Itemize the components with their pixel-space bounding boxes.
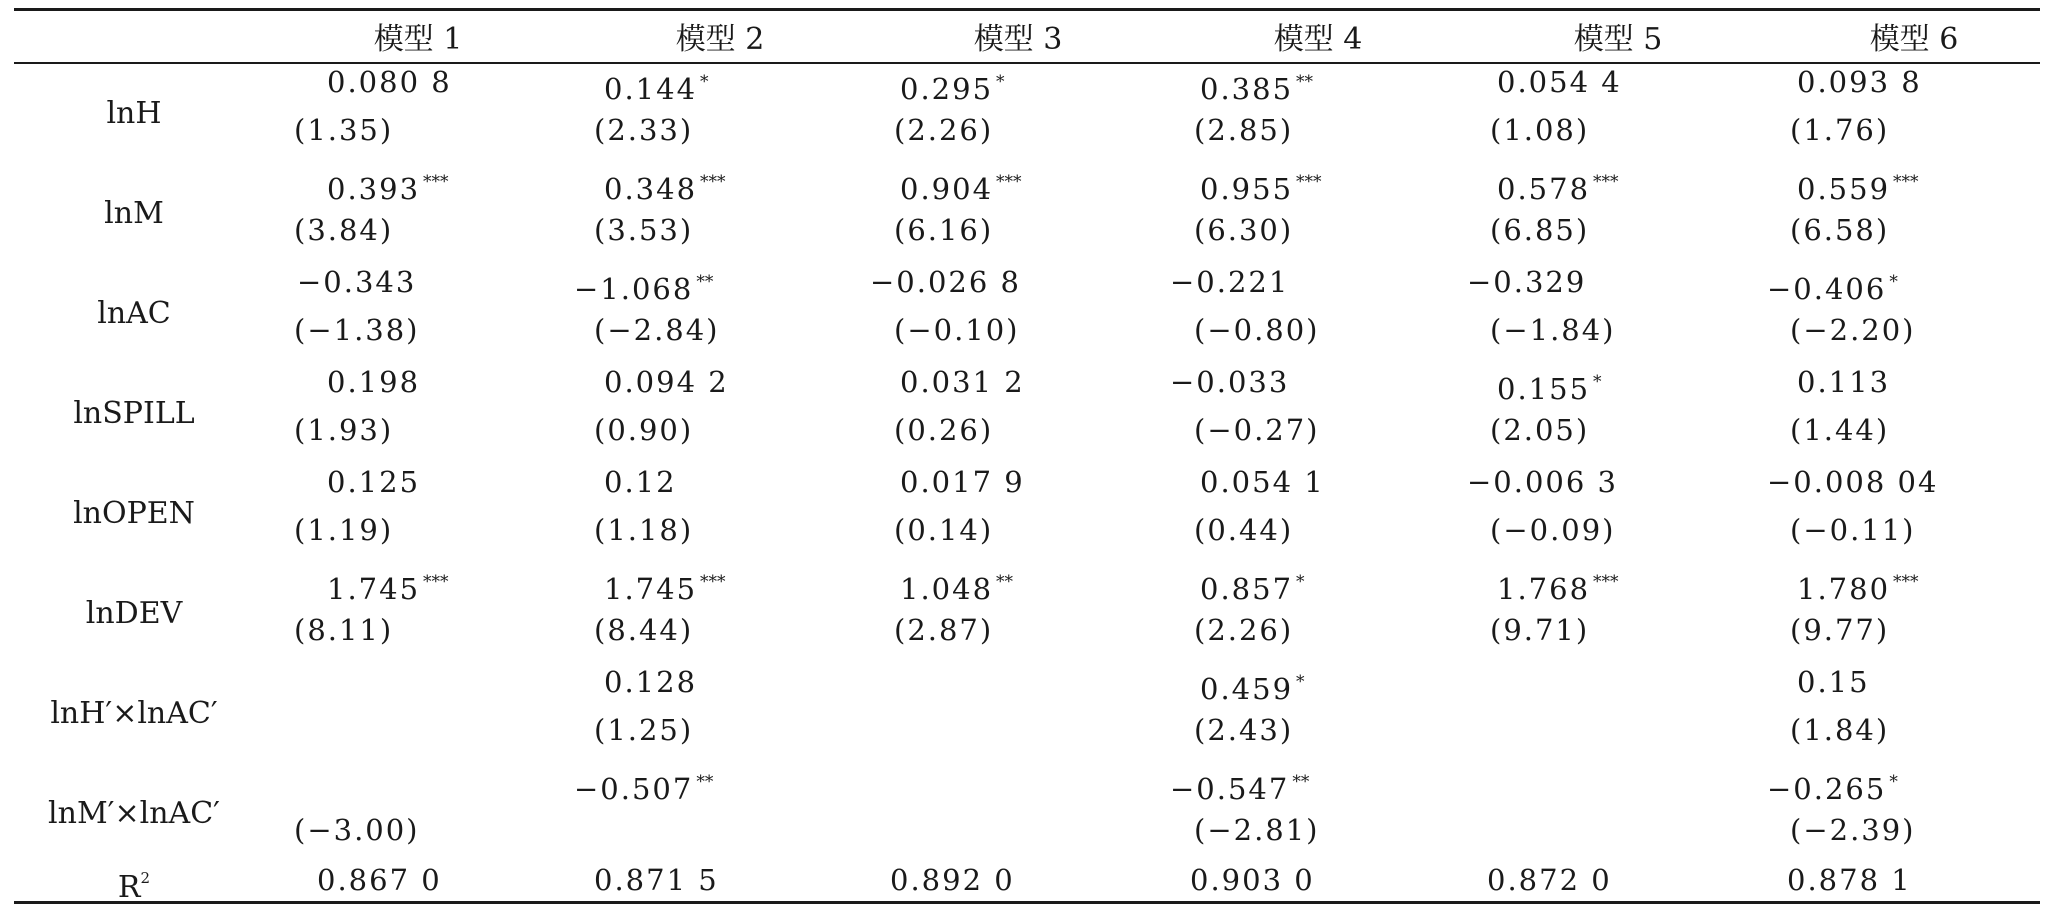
t-statistic-cell: (−0.09) — [1490, 513, 1616, 547]
t-statistic-cell: (8.44) — [594, 613, 694, 647]
coefficient-cell — [1170, 264, 1289, 300]
coefficient-cell — [870, 264, 1021, 300]
coefficient-cell — [327, 364, 420, 400]
coefficient-cell — [1497, 564, 1619, 607]
table-bottom-rule — [14, 901, 2040, 904]
coefficient-value: 0.125 — [327, 465, 421, 499]
t-statistic-cell: (0.90) — [594, 413, 694, 447]
t-statistic-cell: (2.87) — [894, 613, 994, 647]
regression-table — [14, 8, 2040, 904]
t-statistic-cell: (1.84) — [1790, 713, 1890, 747]
t-statistic-cell: (2.26) — [1194, 613, 1294, 647]
coefficient-value: 0.155 — [1497, 372, 1591, 406]
coefficient-cell — [1467, 464, 1618, 500]
r-squared-superscript: 2 — [140, 869, 151, 887]
coefficient-cell — [1797, 64, 1922, 100]
coefficient-cell — [604, 64, 709, 107]
t-statistic-cell: (0.26) — [894, 413, 994, 447]
row-label: lnM′×lnAC′ — [48, 796, 220, 831]
coefficient-value: 0.128 — [604, 665, 698, 699]
coefficient-value: 0.459 — [1200, 672, 1294, 706]
significance-stars: ** — [1292, 772, 1310, 792]
coefficient-value: −0.033 — [1170, 365, 1290, 399]
coefficient-cell — [1200, 664, 1305, 707]
t-statistic-cell: (−2.81) — [1194, 813, 1320, 847]
row-label: lnDEV — [85, 596, 183, 631]
t-statistic-cell: (−0.27) — [1194, 413, 1320, 447]
column-header-model-2: 模型 2 — [675, 22, 765, 57]
t-statistic-cell: (−0.11) — [1790, 513, 1916, 547]
t-statistic-cell: (−1.38) — [294, 313, 420, 347]
coefficient-value: 0.054 4 — [1497, 65, 1622, 99]
coefficient-value: 0.144 — [604, 72, 698, 106]
r-squared-value: 0.903 0 — [1190, 863, 1315, 897]
t-statistic-cell: (1.08) — [1490, 113, 1590, 147]
coefficient-cell — [1497, 64, 1622, 100]
row-label: lnM — [104, 196, 164, 231]
significance-stars: *** — [1593, 572, 1619, 592]
coefficient-cell — [327, 464, 420, 500]
t-statistic-cell: (1.76) — [1790, 113, 1890, 147]
significance-stars: * — [1296, 572, 1305, 592]
coefficient-cell — [1200, 164, 1322, 207]
coefficient-cell — [604, 664, 697, 700]
t-statistic-cell: (6.16) — [894, 213, 994, 247]
coefficient-value: 0.559 — [1797, 172, 1891, 206]
coefficient-value: 0.904 — [900, 172, 994, 206]
coefficient-cell — [604, 464, 677, 500]
coefficient-value: −0.026 8 — [870, 265, 1021, 299]
coefficient-cell — [297, 264, 416, 300]
coefficient-value: 0.393 — [327, 172, 421, 206]
table-header-rule — [14, 62, 2040, 64]
coefficient-value: −0.343 — [297, 265, 417, 299]
significance-stars: *** — [1593, 172, 1619, 192]
significance-stars: *** — [1296, 172, 1322, 192]
coefficient-cell — [327, 564, 449, 607]
coefficient-value: −0.406 — [1767, 272, 1887, 306]
coefficient-value: 1.745 — [327, 572, 421, 606]
significance-stars: ** — [696, 772, 714, 792]
coefficient-value: −0.507 — [574, 772, 694, 806]
coefficient-value: −0.329 — [1467, 265, 1587, 299]
coefficient-cell — [604, 364, 729, 400]
coefficient-cell — [1797, 664, 1870, 700]
column-header-model-5: 模型 5 — [1573, 22, 1663, 57]
coefficient-value: 1.745 — [604, 572, 698, 606]
t-statistic-cell: (−1.84) — [1490, 313, 1616, 347]
coefficient-value: 0.385 — [1200, 72, 1294, 106]
coefficient-cell — [900, 564, 1013, 607]
coefficient-cell — [1497, 364, 1602, 407]
column-header-model-1: 模型 1 — [373, 22, 463, 57]
t-statistic-cell: (6.85) — [1490, 213, 1590, 247]
coefficient-value: 1.780 — [1797, 572, 1891, 606]
column-header-model-4: 模型 4 — [1273, 22, 1363, 57]
t-statistic-cell: (2.33) — [594, 113, 694, 147]
t-statistic-cell: (9.77) — [1790, 613, 1890, 647]
coefficient-cell — [604, 164, 726, 207]
r-squared-value: 0.878 1 — [1787, 863, 1912, 897]
t-statistic-cell: (−0.80) — [1194, 313, 1320, 347]
t-statistic-cell: (2.26) — [894, 113, 994, 147]
coefficient-value: 1.768 — [1497, 572, 1591, 606]
t-statistic-cell: (9.71) — [1490, 613, 1590, 647]
table-top-rule — [14, 8, 2040, 11]
coefficient-value: −0.265 — [1767, 772, 1887, 806]
coefficient-cell — [1170, 364, 1289, 400]
coefficient-cell — [327, 64, 452, 100]
coefficient-cell — [1767, 764, 1898, 807]
t-statistic-cell: (1.35) — [294, 113, 394, 147]
coefficient-value: 0.094 2 — [604, 365, 729, 399]
t-statistic-cell: (1.18) — [594, 513, 694, 547]
coefficient-cell — [1200, 64, 1313, 107]
coefficient-value: 0.080 8 — [327, 65, 452, 99]
coefficient-value: 1.048 — [900, 572, 994, 606]
t-statistic-cell: (1.25) — [594, 713, 694, 747]
t-statistic-cell: (1.19) — [294, 513, 394, 547]
t-statistic-cell: (1.93) — [294, 413, 394, 447]
coefficient-value: −0.221 — [1170, 265, 1290, 299]
significance-stars: * — [700, 72, 709, 92]
coefficient-cell — [574, 764, 713, 807]
coefficient-value: 0.198 — [327, 365, 421, 399]
coefficient-value: 0.017 9 — [900, 465, 1025, 499]
coefficient-value: 0.093 8 — [1797, 65, 1922, 99]
coefficient-value: 0.955 — [1200, 172, 1294, 206]
column-header-model-3: 模型 3 — [973, 22, 1063, 57]
coefficient-cell — [1797, 164, 1919, 207]
t-statistic-cell: (8.11) — [294, 613, 394, 647]
t-statistic-cell: (0.14) — [894, 513, 994, 547]
coefficient-value: 0.12 — [604, 465, 677, 499]
coefficient-cell — [1797, 564, 1919, 607]
coefficient-cell — [1200, 464, 1325, 500]
t-statistic-cell: (6.30) — [1194, 213, 1294, 247]
coefficient-cell — [1170, 764, 1309, 807]
r-squared-label: R — [117, 870, 141, 905]
significance-stars: * — [996, 72, 1005, 92]
row-label: lnOPEN — [73, 496, 195, 531]
coefficient-value: 0.15 — [1797, 665, 1870, 699]
r-squared-value: 0.892 0 — [890, 863, 1015, 897]
coefficient-value: −0.547 — [1170, 772, 1290, 806]
t-statistic-cell: (−0.10) — [894, 313, 1020, 347]
coefficient-cell — [900, 364, 1025, 400]
coefficient-cell — [1467, 264, 1586, 300]
t-statistic-cell: (−2.84) — [594, 313, 720, 347]
coefficient-cell — [1200, 564, 1305, 607]
coefficient-cell — [900, 64, 1005, 107]
t-statistic-cell: (2.43) — [1194, 713, 1294, 747]
coefficient-value: −0.008 04 — [1767, 465, 1939, 499]
coefficient-value: 0.031 2 — [900, 365, 1025, 399]
significance-stars: *** — [700, 572, 726, 592]
coefficient-value: 0.113 — [1797, 365, 1891, 399]
coefficient-cell — [900, 164, 1022, 207]
t-statistic-cell: (0.44) — [1194, 513, 1294, 547]
row-label: lnAC — [97, 296, 171, 331]
t-statistic-cell: (1.44) — [1790, 413, 1890, 447]
coefficient-cell — [1767, 464, 1938, 500]
coefficient-value: 0.578 — [1497, 172, 1591, 206]
coefficient-value: 0.348 — [604, 172, 698, 206]
coefficient-value: 0.295 — [900, 72, 994, 106]
coefficient-value: −1.068 — [574, 272, 694, 306]
t-statistic-cell: (2.85) — [1194, 113, 1294, 147]
coefficient-cell — [900, 464, 1025, 500]
significance-stars: * — [1889, 772, 1898, 792]
coefficient-value: 0.054 1 — [1200, 465, 1325, 499]
significance-stars: ** — [996, 572, 1014, 592]
significance-stars: ** — [1296, 72, 1314, 92]
coefficient-cell — [1797, 364, 1890, 400]
coefficient-cell — [1497, 164, 1619, 207]
row-label: lnH — [106, 96, 162, 131]
significance-stars: * — [1296, 672, 1305, 692]
row-label: lnSPILL — [73, 396, 195, 431]
significance-stars: *** — [996, 172, 1022, 192]
coefficient-cell — [327, 164, 449, 207]
t-statistic-cell: (−2.20) — [1790, 313, 1916, 347]
row-label: lnH′×lnAC′ — [50, 696, 218, 731]
t-statistic-cell: (6.58) — [1790, 213, 1890, 247]
coefficient-cell — [1767, 264, 1898, 307]
row-label-r-squared — [14, 858, 254, 908]
coefficient-cell — [574, 264, 713, 307]
t-statistic-cell: (2.05) — [1490, 413, 1590, 447]
t-statistic-cell: (3.84) — [294, 213, 394, 247]
significance-stars: *** — [700, 172, 726, 192]
significance-stars: *** — [423, 572, 449, 592]
coefficient-value: −0.006 3 — [1467, 465, 1618, 499]
r-squared-value: 0.872 0 — [1487, 863, 1612, 897]
r-squared-value: 0.867 0 — [317, 863, 442, 897]
significance-stars: *** — [1893, 572, 1919, 592]
coefficient-cell — [604, 564, 726, 607]
t-statistic-cell: (−3.00) — [294, 813, 420, 847]
significance-stars: ** — [696, 272, 714, 292]
significance-stars: *** — [423, 172, 449, 192]
significance-stars: *** — [1893, 172, 1919, 192]
t-statistic-cell: (3.53) — [594, 213, 694, 247]
coefficient-value: 0.857 — [1200, 572, 1294, 606]
r-squared-value: 0.871 5 — [594, 863, 719, 897]
significance-stars: * — [1593, 372, 1602, 392]
t-statistic-cell: (−2.39) — [1790, 813, 1916, 847]
significance-stars: * — [1889, 272, 1898, 292]
column-header-model-6: 模型 6 — [1869, 22, 1959, 57]
